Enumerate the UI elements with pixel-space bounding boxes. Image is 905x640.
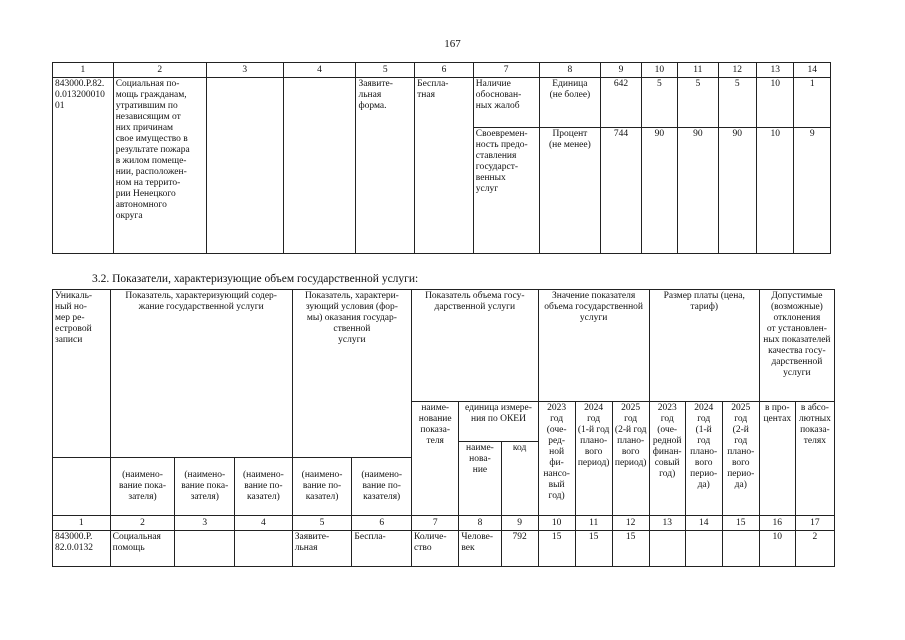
col-number: 12 bbox=[612, 516, 649, 531]
registry-code: 843000.Р. 82.0.0132 bbox=[53, 531, 111, 567]
header-deviation: Допустимые (возможные) отклонения от установлен- ных показателей качества госу- дарственной услуги bbox=[759, 290, 834, 402]
col-number: 3 bbox=[206, 63, 283, 78]
col-number: 14 bbox=[794, 63, 831, 78]
condition-fee: Беспла- тная bbox=[415, 78, 474, 254]
column-numbers-row bbox=[53, 63, 831, 78]
table-row bbox=[53, 531, 835, 567]
header-fee-2023: 2023 год (оче- редной финан- совый год) bbox=[649, 402, 685, 516]
col-number: 1 bbox=[53, 516, 111, 531]
col-number: 14 bbox=[685, 516, 722, 531]
value-2025: 15 bbox=[612, 531, 649, 567]
header-row bbox=[53, 402, 835, 442]
empty-cell bbox=[685, 531, 722, 567]
empty-cell bbox=[110, 402, 292, 458]
col-number: 3 bbox=[175, 516, 235, 531]
empty-cell bbox=[722, 531, 759, 567]
empty-cell bbox=[283, 78, 356, 254]
indicator-name: Наличие обоснован- ных жалоб bbox=[473, 78, 539, 128]
header-volume: Показатель объема госу- дарственной услуги bbox=[412, 290, 539, 402]
col-number: 10 bbox=[538, 516, 575, 531]
subheader-content-2: (наимено- вание пока- зателя) bbox=[175, 458, 235, 516]
header-value-2023: 2023 год (оче- ред- ной фи- нансо- вый год) bbox=[538, 402, 575, 516]
col-number: 17 bbox=[795, 516, 834, 531]
col-number: 11 bbox=[678, 63, 718, 78]
col-number: 9 bbox=[501, 516, 538, 531]
col-number: 8 bbox=[539, 63, 601, 78]
col-number: 15 bbox=[722, 516, 759, 531]
header-unit-name: наиме- нова- ние bbox=[459, 442, 501, 516]
empty-cell bbox=[292, 402, 411, 458]
value-2025: 90 bbox=[718, 128, 756, 254]
service-content: Социальная помощь bbox=[110, 531, 175, 567]
value-2025: 5 bbox=[718, 78, 756, 128]
subheader-condition-1: (наимено- вание по- казател) bbox=[292, 458, 352, 516]
col-number: 4 bbox=[283, 63, 356, 78]
condition-form: Заявите- льная форма. bbox=[356, 78, 415, 254]
empty-cell bbox=[206, 78, 283, 254]
header-fee-2024: 2024 год (1-й год плано- вого перио- да) bbox=[685, 402, 722, 516]
col-number: 13 bbox=[649, 516, 685, 531]
indicator-unit: Процент (не менее) bbox=[539, 128, 601, 254]
header-value-2025: 2025 год (2-й год плано- вого период) bbox=[612, 402, 649, 516]
header-fee-2025: 2025 год (2-й год плано- вого перио- да) bbox=[722, 402, 759, 516]
registry-code: 843000.Р.82. 0.013200010 01 bbox=[53, 78, 114, 254]
header-percent: в про- центах bbox=[759, 402, 795, 516]
condition-form: Заявите- льная bbox=[292, 531, 352, 567]
col-number: 11 bbox=[575, 516, 612, 531]
deviation-absolute: 1 bbox=[794, 78, 831, 128]
header-absolute: в абсо- лютных показа- телях bbox=[795, 402, 834, 516]
col-number: 7 bbox=[473, 63, 539, 78]
col-number: 16 bbox=[759, 516, 795, 531]
col-number: 4 bbox=[235, 516, 293, 531]
header-registry: Уникаль- ный но- мер ре- естровой записи bbox=[53, 290, 111, 458]
header-content: Показатель, характеризующий содер- жание государственной услуги bbox=[110, 290, 292, 402]
header-indicator-name: наиме- нование показа- теля bbox=[412, 402, 459, 516]
value-2024: 15 bbox=[575, 531, 612, 567]
empty-cell bbox=[175, 531, 235, 567]
section-heading: 3.2. Показатели, характеризующие объем государственной услуги: bbox=[92, 273, 419, 285]
col-number: 10 bbox=[641, 63, 677, 78]
header-unit-code: код bbox=[501, 442, 538, 516]
value-2023: 5 bbox=[641, 78, 677, 128]
page-number: 167 bbox=[444, 38, 461, 50]
deviation-percent: 10 bbox=[757, 128, 794, 254]
empty-cell bbox=[235, 531, 293, 567]
subheader-content-1: (наимено- вание пока- зателя) bbox=[110, 458, 175, 516]
column-numbers-row bbox=[53, 516, 835, 531]
subheader-condition-2: (наимено- вание по- казателя) bbox=[352, 458, 412, 516]
indicator-name: Своевремен- ность предо- ставления государст- венных услуг bbox=[473, 128, 539, 254]
col-number: 6 bbox=[352, 516, 412, 531]
col-number: 2 bbox=[113, 63, 206, 78]
indicator-unit: Единица (не более) bbox=[539, 78, 601, 128]
header-value: Значение показателя объема государственной услуги bbox=[538, 290, 649, 402]
header-unit: единица измере- ния по ОКЕИ bbox=[459, 402, 538, 442]
header-conditions: Показатель, характери- зующий условия (фор- мы) оказания государ- ственной услуги bbox=[292, 290, 411, 402]
col-number: 7 bbox=[412, 516, 459, 531]
subheader-content-3: (наимено- вание по- казател) bbox=[235, 458, 293, 516]
indicator-name: Количе- ство bbox=[412, 531, 459, 567]
empty-cell bbox=[53, 458, 111, 516]
col-number: 2 bbox=[110, 516, 175, 531]
col-number: 1 bbox=[53, 63, 114, 78]
value-2023: 15 bbox=[538, 531, 575, 567]
value-2023: 90 bbox=[641, 128, 677, 254]
header-fee: Размер платы (цена, тариф) bbox=[649, 290, 759, 402]
col-number: 13 bbox=[757, 63, 794, 78]
unit-name: Челове- век bbox=[459, 531, 501, 567]
quality-table bbox=[52, 62, 831, 254]
col-number: 12 bbox=[718, 63, 756, 78]
indicator-code: 744 bbox=[601, 128, 641, 254]
col-number: 5 bbox=[292, 516, 352, 531]
value-2024: 5 bbox=[678, 78, 718, 128]
deviation-absolute: 9 bbox=[794, 128, 831, 254]
empty-cell bbox=[649, 531, 685, 567]
service-content: Социальная по- мощь гражданам, утратившим по независящим от них причинам свое имущество в результате пожара в жилом помеще- нии, расположен- ном на террито- рии Ненецкого автономного округа bbox=[113, 78, 206, 254]
condition-fee: Беспла- bbox=[352, 531, 412, 567]
header-value-2024: 2024 год (1-й год плано- вого период) bbox=[575, 402, 612, 516]
col-number: 6 bbox=[415, 63, 474, 78]
unit-code: 792 bbox=[501, 531, 538, 567]
value-2024: 90 bbox=[678, 128, 718, 254]
deviation-percent: 10 bbox=[759, 531, 795, 567]
volume-table bbox=[52, 289, 835, 567]
col-number: 8 bbox=[459, 516, 501, 531]
table-row bbox=[53, 78, 831, 128]
deviation-absolute: 2 bbox=[795, 531, 834, 567]
header-row bbox=[53, 290, 835, 402]
col-number: 5 bbox=[356, 63, 415, 78]
indicator-code: 642 bbox=[601, 78, 641, 128]
deviation-percent: 10 bbox=[757, 78, 794, 128]
col-number: 9 bbox=[601, 63, 641, 78]
